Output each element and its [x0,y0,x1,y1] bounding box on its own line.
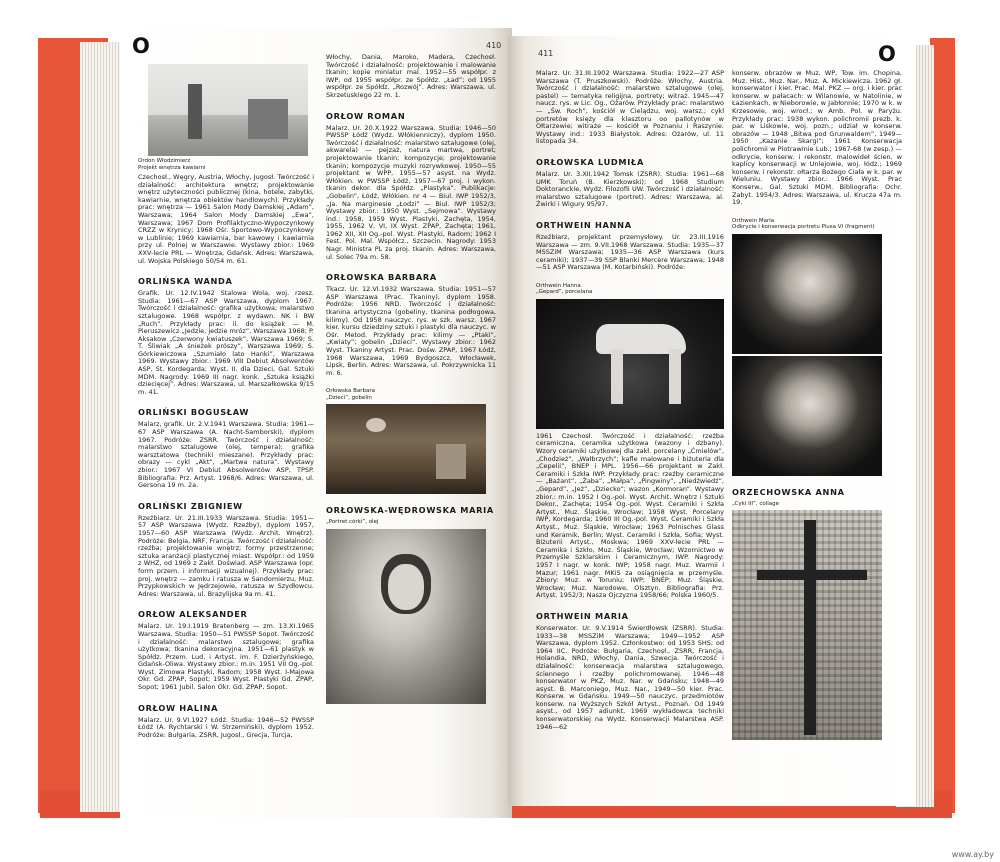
portrait-photo [732,356,882,476]
entry-body: Włochy, Dania, Maroko, Madera, Czechosł. Twórczość i działalność: projektowanie i malowanie tkanin; kopie miniatur mal. 1952—55 współpr. z IWP, od 1955 współpr. ze Spółdz. „Ład”; od 1955 współpr. ze Spółdz. „Rozwój”. Adres: Warszawa, ul. Skrzetuskiego 22 m. 1. [326,53,496,99]
entry-body: Tkacz. Ur. 12.VI.1932 Warszawa. Studia: 1951—57 ASP Warszawa (Prac. Tkaniny), dyplom 1958. Podróże: 1956 NRD. Twórczość i działalność: tkanina artystyczna (gobeliny, tkanina podłogowa, kilimy). Od 1958 nauczyc. rys. w szk. warsz. 1967 kier. kursu dziedziny sztuki i plastyki dla nauczyc. w Ośr. Metod. Przykłady prac: kilimy — „Ptaki”, „Kwiaty”; gobelin „Dzieci”. Wystawy zbior.: 1962 Wyst. Tkaniny Artyst. Prac. Dośw. ZPAP, 1967 Łódź, 1968 Warszawa, 1969 Bydgoszcz, Włocławek, Lipsk, Berlin. Adres: Warszawa, ul. Pokrzywnicka 11 m. 6. [326,285,496,377]
entry [138,501,314,599]
entry [732,487,902,741]
entry [536,157,724,209]
figure-caption: Orthwein Hanna „Gepard”, porcelana [536,282,593,296]
figure-caption: Orthwein Maria Odkrycie i konserwacja portretu Piusa VI (fragment) [732,217,875,231]
entry-heading: ORLIŃSKA WANDA [138,276,233,287]
entry [138,64,314,265]
entry [326,54,496,100]
entry-body: Malarz. Ur. 9.VI.1927 Łódź. Studia: 1946—52 PWSSP Łódź (A. Rychtarski i W. Strzemiński), dyplom 1952. Podróże: Bułgaria, ZSRR, Jugosł., Grecja, Turcja, [138,715,314,739]
entry-body: Konserwator. Ur. 9.V.1914 Świerdłowsk (ZSRR). Studia: 1933—38 MSSZiM Warszawa; 1949—1952 ASP Warszawa, dyplom 1952. Członkostwo: od 1953 SHS; od 1964 IIC. Podróże: Bułgaria, Czechosł., ZSRR, Francja, Holandia, NRD, Włochy, Dania, Szwecja. Twórczość i działalność: konserwacja malarstwa sztalugowego, ściennego i rzeźby polichromowanej. 1946—48 konserwator w PKZ, Muz. Nar. w Gdańsku; 1948—49 asyst. B. Marconiego, Muz. Nar., 1949—50 kier. Prac. Konserw. w Gdańsku. 1949—50 nauczyc. przedmiotów konserw. na Wyższych Szkół Artyst., Poznań. Od 1949 asyst., od 1957 adiunkt, 1969 wykładowca techniki konserwatorskiej na Wydz. Konserwacji Malarstwa ASP. 1946—62 [536,623,724,731]
section-letter: O [878,42,896,66]
entry [326,111,496,262]
entry [138,609,314,691]
architecture-photo [148,64,308,156]
tapestry-photo [326,404,486,494]
entry-heading: ORŁOW HALINA [138,702,219,713]
entry-heading: ORŁOWSKA BARBARA [326,272,437,283]
entry-heading: ORŁOWSKA-WĘDROWSKA MARIA [326,505,494,516]
entry [326,272,496,377]
figure-caption: Orłowska Barbara „Dzieci”, gobelin [326,388,375,401]
entry [536,220,724,272]
entry [138,276,314,396]
figure-caption: „Cyki III”, collage [732,500,780,507]
right-column-2 [732,70,902,751]
entry [326,505,496,704]
entry [138,407,314,489]
entry-body: Czechosł., Węgry, Austria, Włochy, Jugosł. Twórczość i działalność: architektura wnętrz; projektowanie wnętrz użyteczności publicznej (kina, hotele, zabytki, kawiarnie, wnętrza obiektów handlowych). Przykłady prac: wnętrza — 1961 Salon Mody Damskiej „Adam”, Warszawa; 1964 Salon Mody Damskiej „Ewa”, Warszawa; 1967 Dom Profilaktyczno-Wypoczynkowy CRZZ w Krynicy; 1968 Ośr. Sportowo-Wypoczynkowy w Lublinie; 1969 kawiarnia, bar kawowy i kawiarnia przy ul. Polnej w Warszawie. Wystawy zbior.: 1969 XXV-lecie PRL — Wnętrza, Gdańsk. Adres: Warszawa, ul. Wojska Polskiego 50/54 m. 61. [138,173,314,265]
entry-heading: ORŁOWSKA LUDMIŁA [536,156,645,167]
entry-body: konserw. obrazów w Muz. WP, Tow. im. Chopina, Muz. Hist., Muz. Nar., Muz. A. Mickiewicza. 1962 gł. konserwator i kier. Prac. Mal. PKZ — org. i kier. prac konserw. w pałacach: w Wilanowie, w Natolinie, w Łazienkach, w Nieborowie, w Jabłonnie; 1970 w k. w Krzesowie, woj. wrocł.; w Amb. Pol. w Paryżu. Przykłady prac: 1938 wykon. polichromii prezb. k. par. w Liskowie, woj. pozn.; udział w konserw. obrazów — 1948 „Bitwa pod Grunwaldem”, 1949—1950 „Kazanie Skargi”; 1961 Konserwacja polichromii w Piotrawinie Lub.; 1967-68 (w zesp.) — odkrycie, konserw. i rekonstr. malowideł ścien. w kaplicy konserwacji w Unlejowie, woj. łódz.; 1969 konserw. i rekonstr. ołtarza Bożego Ciała w k. par. w Wieluniu. Wystawy zbior.: 1966 Wyst. Prac Konserw., Gal. Sztuki MDM. Bibliografia: Ochr. Zabyt. 1954/3. Adres: Warszawa, ul. Krucza 47a m. 19. [732,69,902,207]
figure-caption: „Portret córki”, olej [326,519,379,526]
left-column-2 [326,54,496,715]
left-page [120,28,512,818]
entry-body: Rzeźbiarz. Ur. 21.III.1933 Warszawa. Studia: 1951—57 ASP Warszawa (Wydz. Rzeźby), dyplom 1957, 1957—60 ASP Warszawa (Wydz. Archit. Wnętrz). Podróże: Belgia, NRF, Francja. Twórczość i działalność: rzeźba; projektowanie wnętrz; formy przestrzenne; sztuka aranżacji plastycznej miast. Współpr.: od 1959 z WHZ, od 1969 z Zakł. Doświad. ASP Warszawa (opr. form przem. i informacji wizualnej). Przykłady prac: proj. wnętrz — zamku i ratusza w Sandomierzu, Muz. Przypkowskich w Jędrzejowie, ratusza w Szydłowcu. Adres: Warszawa, ul. Brazylijska 9a m. 41. [138,513,314,598]
entry-body: Grafik. Ur. 12.IV.1942 Stalowa Wola, woj. rzesz. Studia: 1961—67 ASP Warszawa, dyplom 1967. Twórczość i działalność: grafika użytkowa; malarstwo sztalugowe. 1968 współpr. z wydawn. NK i BW „Ruch”. Przykłady prac: il. do książek — M. Pieruszewicz „Jedzie, jedzie mróz”, Warszawa 1968; P. Aksakow „Czerwony kwiatuszek”, Warszawa 1969; S. T. Śliwiak „A śnieżek prószy”, Warszawa 1969; S. Górkiewiczowa „Szumiało lato Hanki”, Warszawa 1969. Wystawy zbior.: 1969 VIII Debiut Absolwentów ASP, St. Kordegarda; Wyst. II. dla Dzieci, Gal. Sztuki MDM. Nagrody: 1969 III nagr. konk. „Sztuka książki dziecięcej”. Adres: Warszawa, ul. Marszałkowska 9/15 m. 41. [138,289,314,396]
entry-heading: ORTHWEIN HANNA [536,219,632,230]
entry-heading: ORZECHOWSKA ANNA [732,486,845,497]
entry [536,70,724,146]
entry [536,611,724,731]
entry-body: Malarz. Ur. 20.X.1922 Warszawa. Studia: 1946—50 PWSSP Łódź (Wydz. Włókienniczy), dyplom 1950. Twórczość i działalność: malarstwo sztalugowe (olej, akwarela) — pejzaż, natura martwa, portret; projektowanie tkanin; kompozycje; projektowanie tkanin; kompozycje muzyki rozrywkowej. 1950—55 projektant w WPP, 1955—57 asyst. na Wydz. Włókien. w PWSSP Łódź, 1957—67 proj. i wykon. tkanin dekor. dla Spółdz. „Plastyka”. Publikacje: „Gobelin”, Łódź, Włókien. nr 4 — Biul. IWP 1952/3, „Ja. Na marginesie „Łodzi” — Biul. IWP 1952/3; Wystawy zbior.: 1950 Wyst. „Sejmowa”. Wystawy ind.: 1958, 1959 Wyst. Plastyki, Zachęta, 1954, 1955, 1962 V, VI, IX Wyst. ZPAP, Zachęta; 1961, 1962 XII, XII Og.-pol. Wyst. Plastyki, Radom; 1962 I Fest. Pol. Mal. Współcz., Szczecin. Nagrody: 1953 Nagr. Ministra PL za proj. tkanin. Adres: Warszawa, ul. Solec 79a m. 58. [326,123,496,261]
entry-body: Rzeźbiarz, projektant przemysłowy. Ur. 23.III.1916 Warszawa — zm. 9.VII.1968 Warszawa. Studia: 1935—37 MSSZiM Warszawa; 1935—36 ASP Warszawa (kurs ceramiki); 1937—39 SSP Blanki Mercère Warszawa; 1948—51 ASP Warszawa (M. Kotarbiński). Podróże: [536,232,724,272]
entry [138,703,314,740]
entry [326,388,496,494]
entry-heading: ORŁOW ROMAN [326,110,406,121]
page-number: 411 [538,49,554,58]
entry [732,218,902,354]
entry [732,356,902,476]
ceramic-photo [536,299,724,429]
page-number: 410 [486,41,502,50]
entry-body: Malarz. Ur. 3.XII.1942 Tomsk (ZSRR). Studia: 1961—68 UMK Toruń (B. Kierzkowski); od 1968 Studium Doktoranckie, Wydz. Filozofii UW. Twórczość i działalność: malarstwo sztalugowe (portret). Adres: Warszawa, al. Żwirki i Wigury 95/97. [536,169,724,209]
right-page [508,36,916,806]
painting-photo [326,529,486,704]
right-column-1 [536,70,724,742]
entry [536,433,724,600]
entry [536,283,724,429]
entry-body: Malarz. Ur. 31.III.1902 Warszawa. Studia: 1922—27 ASP Warszawa (T. Pruszkowski). Podróże: Włochy, Austria. Twórczość i działalność: malarstwo sztalugowe (olej, pastel) — tematyka religijna, portrety; witraż. 1945—47 naucz. rys. w Lic. Og., Ożarów. Przykłady prac: malarstwo — „Św. Roch”, kościół w Cielądzu, woj. warsz.; cykl portretów księży dla klasztoru oo pallotynów w Ołtarzewie; witraże — kościół w Poznaniu i Raszynie. Wystawy ind.: 1933 Białystok. Adres: Ożarów, ul. 11 listopada 34. [536,69,724,146]
entry-heading: ORŁOW ALEKSANDER [138,609,248,620]
entry-heading: ORTHWEIN MARIA [536,610,629,621]
figure-caption: Ordon Włodzimierz Projekt wnętrza kawiarni [138,158,206,171]
entry [732,70,902,207]
portrait-photo [732,234,882,354]
section-letter: O [132,34,150,58]
entry-body: Malarz, grafik. Ur. 2.V.1941 Warszawa. Studia: 1961—67 ASP Warszawa (A. Nacht-Samborski), dyplom 1967. Podróże: ZSRR. Twórczość i działalność: malarstwo sztalugowe (olej, tempera); grafika warsztatowa (techniki mieszane). Przykłady prac: obrazy — cykl „Akt”, „Martwa natura”. Wystawy zbior.: 1967 VI Debiut Absolwentów ASP, TPSP. Bibliografia: Prz. Artyst. 1968/6. Adres: Warszawa, ul. Gersona 19 m. 2a. [138,420,314,490]
entry-heading: ORLIŃSKI BOGUSŁAW [138,407,250,418]
entry-body: Malarz. Ur. 19.I.1919 Bratenberg — zm. 13.XI.1965 Warszawa. Studia: 1950—51 PWSSP Sopot. Twórczość i działalność: malarstwo sztalugowe; grafika użytkowa; tkanina dekoracyjna. 1951—61 plastyk w Spółdz. Przem. Lud. i Artyst. im. F. Dzierżyńskiego, Gdańsk-Oliwa. Wystawy zbior.: m.in. 1951 VII Og.-pol. Wyst. Zimowa Plastyki, Radom; 1958 Wyst. I-Majowa Okr. Gd. ZPAP, Sopot; 1959 Wyst. Plastyki Gd. ZPAP, Sopot; 1961 Jubil. Salon Okr. Gd. ZPAP, Sopot. [138,622,314,692]
entry-body: 1961 Czechosł. Twórczość i działalność: rzeźba ceramiczna, ceramika użytkowa (wazony i dzbany). Wzory ceramiki użytkowej dla zakł. porcelany „Ćmielów”, „Chodzież”, „Wałbrzych”; kafle malowane i biżuteria dla „Cepelii”, BNEP i MPL. 1956—66 projektant w Zakł. Ceramiki i Szkła IWP. Przykłady prac: rzeźby ceramiczne — „Bażant”, „Żaba”, „Małpa”, „Pingwiny”, „Niedźwiedź”, „Gepard”, „Jeż”, „Dziecko”; wazon „Kormoran”. Wystawy zbior.: m.in. 1952 I Og.-pol. Wyst. Archit. Wnętrz i Sztuki Dekor., Zachęta; 1954 Og.-pol. Wyst. Ceramiki i Szkła Artyst., Muz. Śląskie, Wrocław; 1958 Wyst. Porcelany IWP, Kordegarda; 1960 III Og.-pol. Wyst. Ceramiki i Szkła Artyst., Muz. Śląskie, Wrocław; 1963 Polnisches Glass und Keramik, Berlin; Wyst. Ceramiki i Szkła, Sofia; Wyst. Biżuterii Artyst., Moskwa; 1969 XXV-lecie PRL — Ceramika i Szkło, Muz. Śląskie, Wrocław; Wzornictwo w Przemyśle Szklarskim i Ceramicznym, IWP. Nagrody: 1957 I nagr. w konk. IWP; 1958 nagr. Muz. Warmii i Mazur; 1961 nagr. MKiS za osiągnięcia w przemyśle. Zbiory: Muz. w Toruniu; IWP; BNEP; Muz. Śląskie, Wrocław; Muz. Narodowe, Olsztyn. Bibliografia: Prz. Artyst. 1952/3; Nasza Ojczyzna 1958/66; Polska 1960/5. [536,431,724,600]
collage-photo [732,510,882,740]
watermark: www.ay.by [951,850,994,859]
left-column-1 [138,64,314,750]
entry-heading: ORLIŃSKI ZBIGNIEW [138,500,243,511]
